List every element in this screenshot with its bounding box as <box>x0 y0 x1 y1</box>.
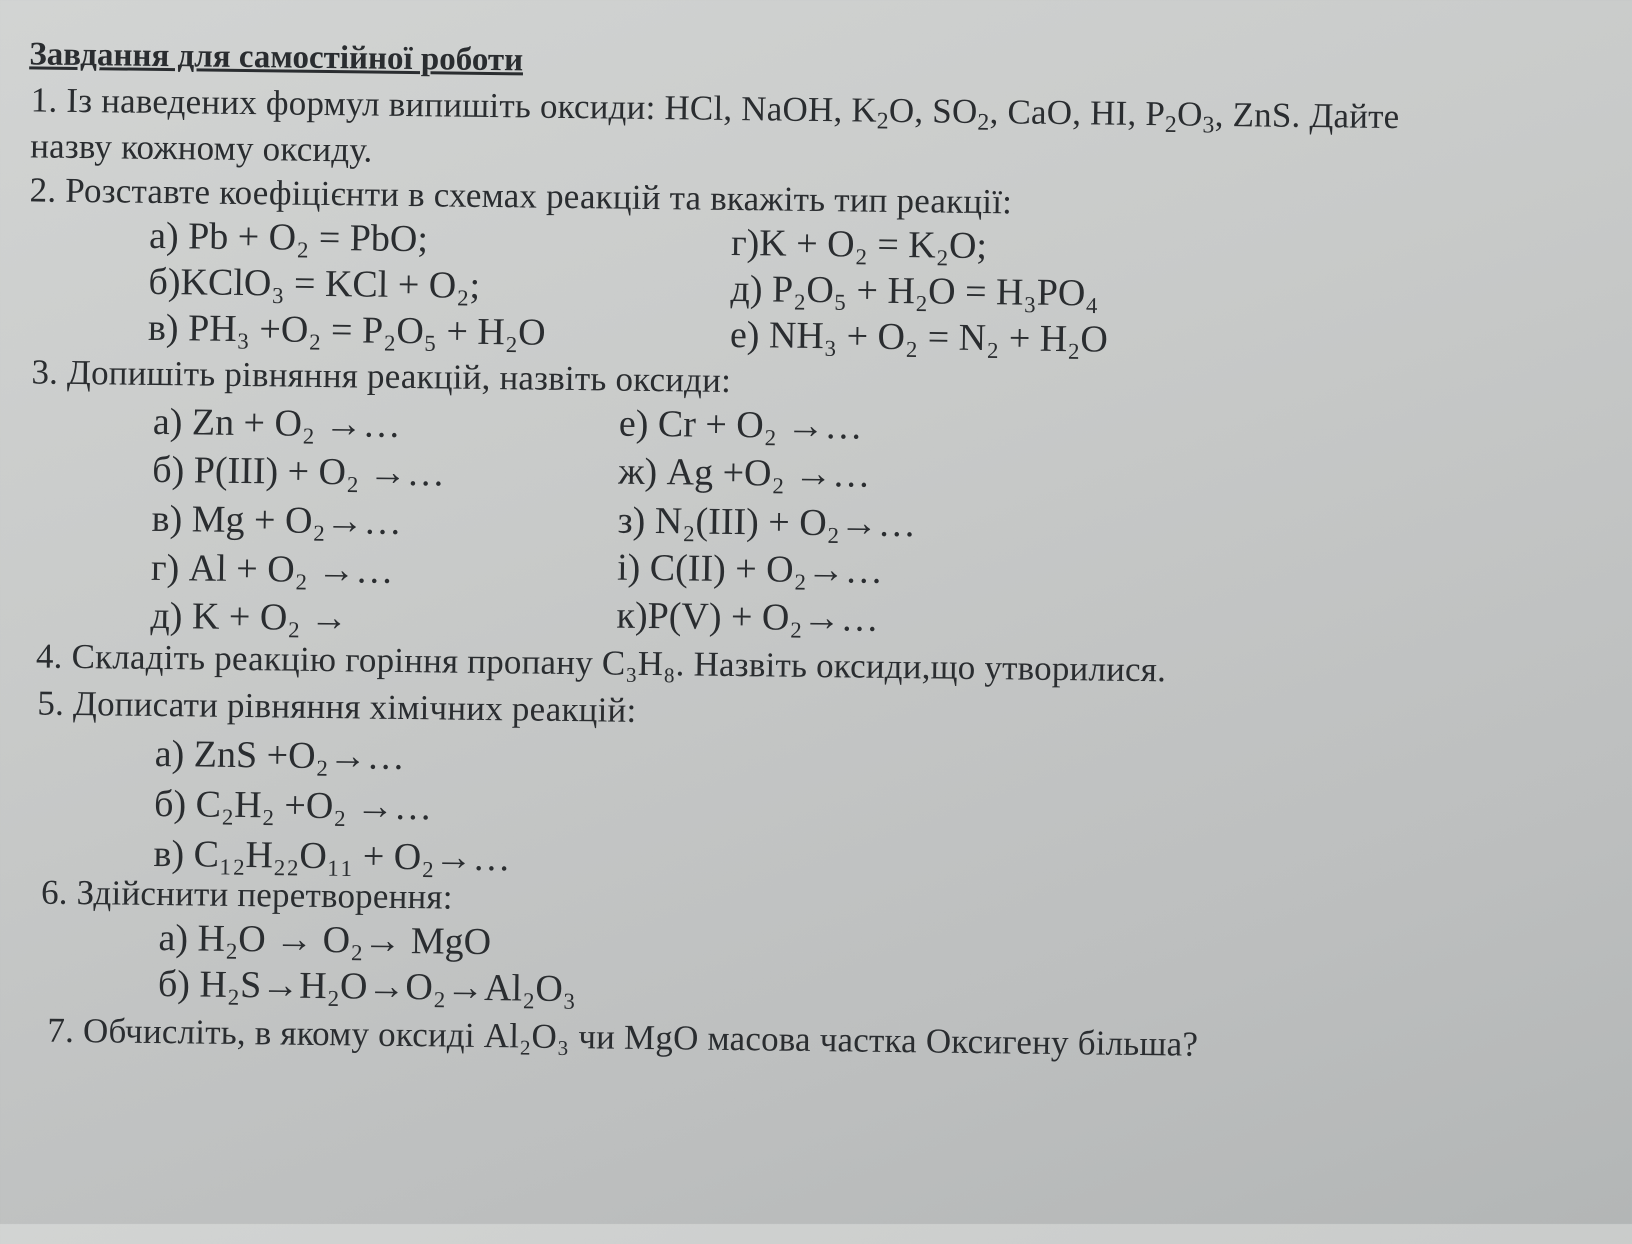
page-title: Завдання для самостійної роботи <box>29 36 524 79</box>
task3-item-b: б) P(III) + O₂ →… <box>152 448 446 495</box>
task6-heading: 6. Здійснити перетворення: <box>40 872 453 917</box>
task7-text: 7. Обчисліть, в якому оксиді Al₂O₃ чи MgO масова частка Оксигену більша? <box>47 1010 1199 1064</box>
task2-item-v: в) PH₃ +O₂ = P₂O₅ + H₂O <box>147 306 546 354</box>
task3-item-v: в) Mg + O₂→… <box>151 497 402 543</box>
task5-item-b: б) C₂H₂ +O₂ →… <box>153 782 433 829</box>
task5-item-v: в) C₁₂H₂₂O₁₁ + O₂→… <box>153 832 511 880</box>
task4-text: 4. Складіть реакцію горіння пропану C₃H₈. Назвіть оксиди,що утворилися. <box>35 636 1167 690</box>
task5-heading: 5. Дописати рівняння хімічних реакцій: <box>37 683 637 730</box>
task1-text-b: O, SO <box>888 90 978 131</box>
task1-text-a: 1. Із наведених формул випишіть оксиди: HCl, NaOH, K <box>30 80 878 130</box>
task2-item-d: д) P₂O₅ + H₂O = H₃PO₄ <box>730 267 1099 315</box>
task3-item-zh: ж) Ag +O₂ →… <box>618 450 871 496</box>
task2-item-e: е) NH₃ + O₂ = N₂ + H₂O <box>729 313 1109 361</box>
task6-item-b: б) H₂S→H₂O→O₂→Al₂O₃ <box>157 963 577 1011</box>
task2-heading: 2. Розставте коефіцієнти в схемах реакцій та вкажіть тип реакції: <box>29 170 1013 222</box>
task5-item-a: а) ZnS +O₂→… <box>154 732 406 779</box>
task3-item-k: к)P(V) + O₂→… <box>616 594 879 640</box>
task3-item-z: з) N₂(III) + O₂→… <box>617 499 917 546</box>
task1-line1: 1. Із наведених формул випишіть оксиди: HCl, NaOH, $K_2O$, $SO_2$, CaO, HI, $P_2O_3$, ZnS. Дайте <box>30 80 1400 139</box>
task1-text-e: , ZnS. Дайте <box>1214 94 1400 137</box>
task6-item-a: а) H₂O → O₂→ MgO <box>158 917 492 964</box>
task1-text-c: , CaO, HI, P <box>989 92 1166 134</box>
task3-item-d: д) K + O₂ → <box>150 594 349 640</box>
task2-item-g: г)K + O₂ = K₂O; <box>730 221 988 268</box>
task1-text-d: O <box>1176 94 1203 134</box>
task3-item-e: е) Cr + O₂ →… <box>618 402 863 448</box>
task3-item-g: г) Al + O₂ →… <box>150 546 394 592</box>
task1-line2: назву кожному оксиду. <box>29 126 373 170</box>
task3-heading: 3. Допишіть рівняння реакцій, назвіть оксиди: <box>31 352 732 400</box>
task3-item-i: і) C(II) + O₂→… <box>616 546 884 592</box>
task2-item-b: б)KClO₃ = KCl + O₂; <box>148 260 481 307</box>
task3-item-a: а) Zn + O₂ →… <box>152 400 401 446</box>
task2-item-a: а) Pb + O₂ = PbO; <box>148 214 429 261</box>
